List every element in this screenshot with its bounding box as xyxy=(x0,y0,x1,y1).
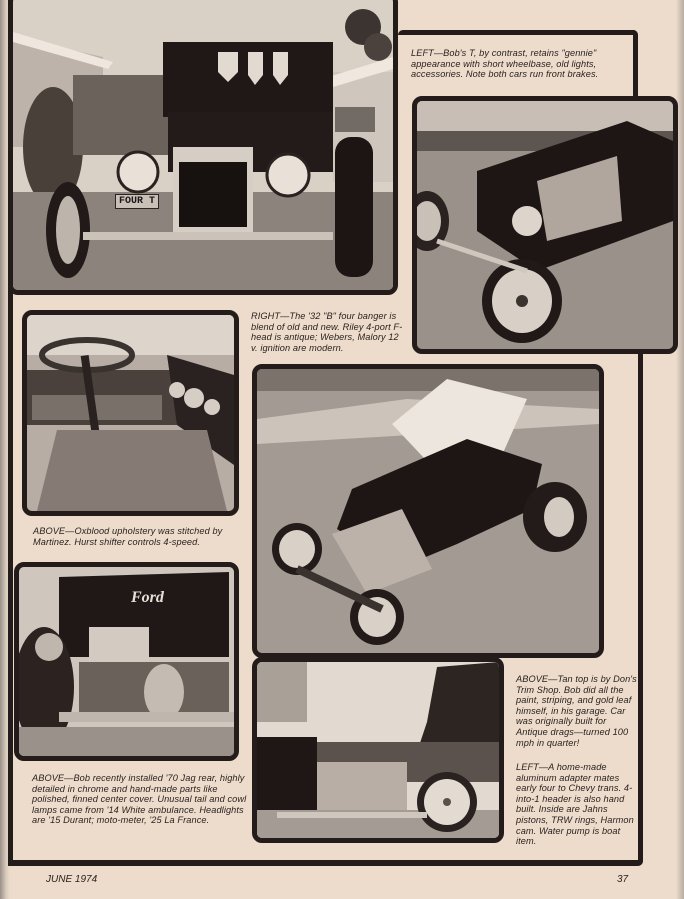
photo-interior xyxy=(22,310,239,516)
car-overhead-image xyxy=(257,369,599,653)
car-front-image xyxy=(13,0,393,290)
photo-side-engine xyxy=(252,657,504,843)
bottom-border xyxy=(8,860,643,866)
left-border xyxy=(8,0,13,866)
caption-left-adapter: LEFT—A home-made aluminum adapter mates early four to Chevy trans. 4-into-1 header is also hand built. Inside are Jahns pistons, TRW rings, Harmon cam. Water pump is boat item. xyxy=(516,762,634,847)
caption-above-jag: ABOVE—Bob recently installed '70 Jag rear, highly detailed in chrome and hand-made parts like polished, finned center cover. Unusual tail and cowl lamps came from '14 White ambulance. Headlights are '15 Durant; moto-meter, '25 La France. xyxy=(32,773,247,826)
photo-rear-jag xyxy=(14,562,239,761)
page-number: 37 xyxy=(617,874,629,885)
rear-jag-image xyxy=(19,567,234,756)
caption-right-32b: RIGHT—The '32 "B" four banger is blend of old and new. Riley 4-port F-head is antique; Webers, Malory 12 v. ignition are modern. xyxy=(251,311,403,353)
photo-bobs-t xyxy=(412,96,678,354)
caption-above-tan-top: ABOVE—Tan top is by Don's Trim Shop. Bob did all the paint, striping, and gold leaf himself, in his garage. Car was originally built for Antique drags—turned 100 mph in quarter! xyxy=(516,674,637,748)
caption-box-border-top xyxy=(398,30,638,35)
caption-left-bobs-t: LEFT—Bob's T, by contrast, retains "gennie" appearance with short wheelbase, old lights, accessories. Note both cars run front brakes. xyxy=(411,48,599,80)
license-plate: FOUR T xyxy=(115,194,159,209)
footer-date: JUNE 1974 xyxy=(46,874,98,885)
ford-badge: Ford xyxy=(131,589,164,606)
caption-above-oxblood: ABOVE—Oxblood upholstery was stitched by Martinez. Hurst shifter controls 4-speed. xyxy=(33,526,223,547)
car-bobs-t-image xyxy=(417,101,673,349)
interior-image xyxy=(27,315,234,511)
side-engine-image xyxy=(257,662,499,838)
photo-front-view xyxy=(8,0,398,295)
photo-overhead-tan-top xyxy=(252,364,604,658)
caption-box-border-right xyxy=(633,30,638,100)
